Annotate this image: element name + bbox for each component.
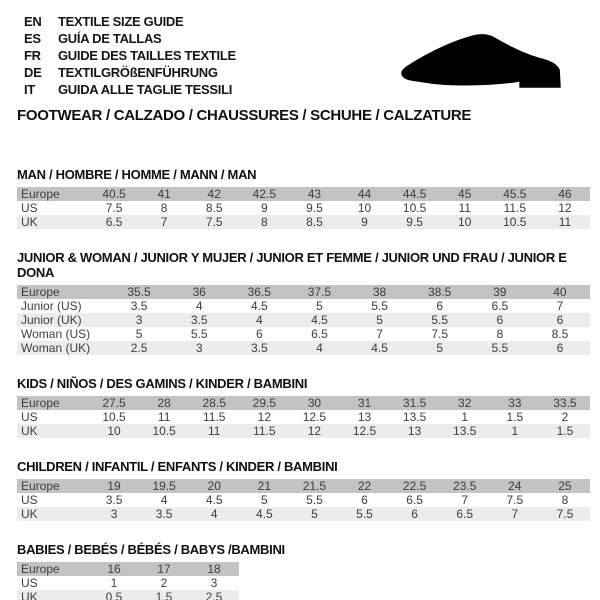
- size-cell: 12: [558, 201, 572, 215]
- size-cell: 11.5: [203, 410, 226, 424]
- size-cell: 12.5: [302, 410, 327, 424]
- size-cell: 11: [157, 410, 171, 424]
- row-label: US: [21, 410, 38, 424]
- size-cell: 6.5: [491, 299, 509, 313]
- size-cell: 22.5: [390, 479, 440, 493]
- size-cell: 10: [357, 201, 372, 215]
- size-table-section: [17, 250, 590, 355]
- language-row: [24, 13, 236, 30]
- size-cell: 19.5: [139, 479, 189, 493]
- size-cell: 37.5: [289, 285, 349, 299]
- table-row: [17, 396, 590, 410]
- size-cell: 45.5: [490, 187, 540, 201]
- size-cell: 5: [135, 327, 143, 341]
- size-cell: 12.5: [339, 424, 389, 438]
- size-cell: 5.5: [371, 299, 388, 313]
- size-cell: 2.5: [189, 590, 239, 600]
- size-cell: 10.5: [102, 410, 126, 424]
- row-label: UK: [17, 590, 89, 600]
- dress-shoe-icon: [397, 30, 579, 96]
- size-cell: 6.5: [406, 493, 423, 507]
- size-cell: 11.5: [239, 424, 289, 438]
- table-row: [17, 341, 590, 355]
- size-cell: 4: [189, 507, 239, 521]
- size-cell: 13.5: [440, 424, 490, 438]
- size-table-title: KIDS / NIÑOS / DES GAMINS / KINDER / BAMBINI: [17, 376, 308, 391]
- size-cell: 2: [561, 410, 569, 424]
- size-cell: 1: [110, 576, 118, 590]
- size-cell: 4: [229, 313, 289, 327]
- size-cell: 21.5: [289, 479, 339, 493]
- table-row: [17, 215, 590, 229]
- table-row: [17, 493, 590, 507]
- size-cell: 5.5: [339, 507, 389, 521]
- size-cell: 17: [139, 562, 189, 576]
- size-table: [17, 285, 590, 355]
- size-cell: 4.5: [239, 507, 289, 521]
- size-cell: 24: [490, 479, 540, 493]
- size-cell: 33: [490, 396, 540, 410]
- language-row: [24, 81, 236, 98]
- row-label: UK: [17, 424, 89, 438]
- size-cell: 1.5: [506, 410, 524, 424]
- language-label: GUIDE DES TAILLES TEXTILE: [58, 48, 236, 63]
- size-cell: 44: [339, 187, 389, 201]
- size-cell: 13: [390, 424, 440, 438]
- language-code: ES: [24, 31, 41, 46]
- size-cell: 38.5: [410, 285, 470, 299]
- size-cell: 6: [530, 341, 590, 355]
- size-cell: 31: [339, 396, 389, 410]
- size-cell: 7.5: [540, 507, 590, 521]
- size-cell: 8: [239, 215, 289, 229]
- size-cell: 3: [109, 313, 169, 327]
- size-cell: 13: [357, 410, 372, 424]
- table-row: [17, 590, 239, 600]
- size-cell: 6: [390, 507, 440, 521]
- table-row: [17, 313, 590, 327]
- size-table-title: BABIES / BEBÉS / BÉBÉS / BABYS /BAMBINI: [17, 542, 285, 557]
- table-row: [17, 410, 590, 424]
- size-cell: 32: [440, 396, 490, 410]
- size-cell: 3: [89, 507, 139, 521]
- size-cell: 6: [530, 313, 590, 327]
- size-table: [17, 479, 590, 521]
- row-label: US: [21, 201, 38, 215]
- size-cell: 13.5: [402, 410, 427, 424]
- size-cell: 21: [239, 479, 289, 493]
- size-table-title: CHILDREN / INFANTIL / ENFANTS / KINDER / BAMBINI: [17, 459, 338, 474]
- size-cell: 8: [160, 201, 168, 215]
- size-cell: 4: [160, 493, 168, 507]
- size-cell: 7: [139, 215, 189, 229]
- size-cell: 33.5: [540, 396, 590, 410]
- size-cell: 36.5: [229, 285, 289, 299]
- size-table-section: [17, 542, 590, 600]
- size-cell: 22: [339, 479, 389, 493]
- size-cell: 3.5: [169, 313, 229, 327]
- size-cell: 5.5: [306, 493, 323, 507]
- language-row: [24, 64, 236, 81]
- size-cell: 39: [470, 285, 530, 299]
- size-cell: 11: [540, 215, 590, 229]
- size-cell: 8.5: [551, 327, 569, 341]
- table-row: [17, 285, 590, 299]
- size-table: [17, 187, 590, 229]
- size-cell: 5.5: [190, 327, 208, 341]
- size-table-section: [17, 459, 590, 521]
- size-cell: 5: [350, 313, 410, 327]
- table-row: [17, 507, 590, 521]
- size-cell: 3.5: [229, 341, 289, 355]
- row-label: Europe: [17, 187, 89, 201]
- language-label: TEXTILGRÖßENFÜHRUNG: [58, 65, 218, 80]
- size-cell: 42.5: [239, 187, 289, 201]
- size-cell: 40: [530, 285, 590, 299]
- row-label: UK: [17, 507, 89, 521]
- size-cell: 36: [169, 285, 229, 299]
- size-cell: 19: [89, 479, 139, 493]
- size-cell: 5: [289, 507, 339, 521]
- language-label: TEXTILE SIZE GUIDE: [58, 14, 184, 29]
- size-cell: 6.5: [311, 327, 328, 341]
- size-cell: 45: [440, 187, 490, 201]
- size-cell: 7.5: [506, 493, 524, 507]
- row-label: US: [21, 493, 38, 507]
- size-cell: 25: [540, 479, 590, 493]
- language-code: IT: [24, 82, 35, 97]
- size-cell: 6: [436, 299, 444, 313]
- size-cell: 3: [210, 576, 218, 590]
- language-code: EN: [24, 14, 42, 29]
- size-cell: 6: [470, 313, 530, 327]
- size-cell: 4: [289, 341, 349, 355]
- size-cell: 30: [289, 396, 339, 410]
- size-cell: 3.5: [130, 299, 148, 313]
- size-cell: 43: [289, 187, 339, 201]
- size-cell: 20: [189, 479, 239, 493]
- size-cell: 12: [289, 424, 339, 438]
- size-cell: 9: [339, 215, 389, 229]
- row-label: Europe: [17, 396, 89, 410]
- row-label: Woman (US): [21, 327, 91, 341]
- size-table: [17, 562, 239, 600]
- size-cell: 6: [361, 493, 368, 507]
- language-code: DE: [24, 65, 42, 80]
- table-row: [17, 327, 590, 341]
- size-cell: 9.5: [390, 215, 440, 229]
- size-cell: 5.5: [410, 313, 470, 327]
- size-cell: 3.5: [139, 507, 189, 521]
- row-label: Junior (US): [21, 299, 82, 313]
- size-cell: 10: [89, 424, 139, 438]
- size-cell: 5: [260, 493, 268, 507]
- size-tables: [17, 167, 590, 600]
- size-cell: 12: [257, 410, 271, 424]
- language-label: GUÍA DE TALLAS: [58, 31, 162, 46]
- size-cell: 7.5: [431, 327, 449, 341]
- table-row: [17, 201, 590, 215]
- size-cell: 4.5: [350, 341, 410, 355]
- table-row: [17, 479, 590, 493]
- language-row: [24, 30, 236, 47]
- size-cell: 6: [255, 327, 263, 341]
- size-cell: 46: [540, 187, 590, 201]
- size-cell: 2: [160, 576, 168, 590]
- table-row: [17, 424, 590, 438]
- size-cell: 8: [496, 327, 504, 341]
- size-table: [17, 396, 590, 438]
- size-cell: 4.5: [205, 493, 223, 507]
- size-cell: 28: [139, 396, 189, 410]
- table-row: [17, 562, 239, 576]
- size-cell: 35.5: [109, 285, 169, 299]
- size-cell: 4: [195, 299, 203, 313]
- size-cell: 4.5: [250, 299, 268, 313]
- size-cell: 8: [561, 493, 569, 507]
- size-cell: 40.5: [89, 187, 139, 201]
- category-title: FOOTWEAR / CALZADO / CHAUSSURES / SCHUHE / CALZATURE: [17, 107, 472, 124]
- size-cell: 31.5: [390, 396, 440, 410]
- size-cell: 27.5: [89, 396, 139, 410]
- size-cell: 7.5: [189, 215, 239, 229]
- size-cell: 2.5: [109, 341, 169, 355]
- size-cell: 1: [490, 424, 540, 438]
- row-label: Europe: [17, 285, 109, 299]
- size-cell: 7.5: [105, 201, 123, 215]
- table-row: [17, 299, 590, 313]
- size-cell: 7: [556, 299, 564, 313]
- size-table-title: MAN / HOMBRE / HOMME / MANN / MAN: [17, 167, 257, 182]
- size-cell: 1: [461, 410, 469, 424]
- size-cell: 10.5: [402, 201, 427, 215]
- size-cell: 11: [458, 201, 471, 215]
- language-list: [24, 13, 236, 98]
- size-cell: 1.5: [139, 590, 189, 600]
- size-table-section: [17, 376, 590, 438]
- size-cell: 7: [490, 507, 540, 521]
- row-label: Junior (UK): [17, 313, 109, 327]
- size-cell: 16: [89, 562, 139, 576]
- size-cell: 5: [410, 341, 470, 355]
- size-cell: 23.5: [440, 479, 490, 493]
- size-cell: 7: [461, 493, 469, 507]
- size-cell: 38: [350, 285, 410, 299]
- size-cell: 8.5: [289, 215, 339, 229]
- row-label: UK: [17, 215, 89, 229]
- size-cell: 5.5: [470, 341, 530, 355]
- size-cell: 6.5: [440, 507, 490, 521]
- language-label: GUIDA ALLE TAGLIE TESSILI: [58, 82, 233, 97]
- size-cell: 3.5: [105, 493, 123, 507]
- size-cell: 8.5: [205, 201, 223, 215]
- language-row: [24, 47, 236, 64]
- size-table-title: JUNIOR & WOMAN / JUNIOR Y MUJER / JUNIOR ET FEMME / JUNIOR UND FRAU / JUNIOR E DONA: [17, 250, 567, 280]
- size-cell: 5: [316, 299, 323, 313]
- size-cell: 3: [169, 341, 229, 355]
- size-cell: 10.5: [139, 424, 189, 438]
- row-label: Europe: [17, 479, 89, 493]
- size-cell: 11: [189, 424, 239, 438]
- row-label: US: [21, 576, 38, 590]
- row-label: Woman (UK): [17, 341, 109, 355]
- size-cell: 44.5: [390, 187, 440, 201]
- size-cell: 41: [139, 187, 189, 201]
- size-cell: 28.5: [189, 396, 239, 410]
- size-cell: 29.5: [239, 396, 289, 410]
- size-cell: 18: [189, 562, 239, 576]
- size-cell: 9.5: [306, 201, 323, 215]
- size-cell: 10: [440, 215, 490, 229]
- table-row: [17, 576, 239, 590]
- size-cell: 6.5: [89, 215, 139, 229]
- row-label: Europe: [17, 562, 89, 576]
- size-cell: 7: [376, 327, 383, 341]
- size-cell: 42: [189, 187, 239, 201]
- size-cell: 4.5: [289, 313, 349, 327]
- size-cell: 10.5: [490, 215, 540, 229]
- language-code: FR: [24, 48, 41, 63]
- size-cell: 9: [260, 201, 268, 215]
- size-table-section: [17, 167, 590, 229]
- table-row: [17, 187, 590, 201]
- size-cell: 11.5: [503, 201, 527, 215]
- size-cell: 0.5: [89, 590, 139, 600]
- size-cell: 1.5: [540, 424, 590, 438]
